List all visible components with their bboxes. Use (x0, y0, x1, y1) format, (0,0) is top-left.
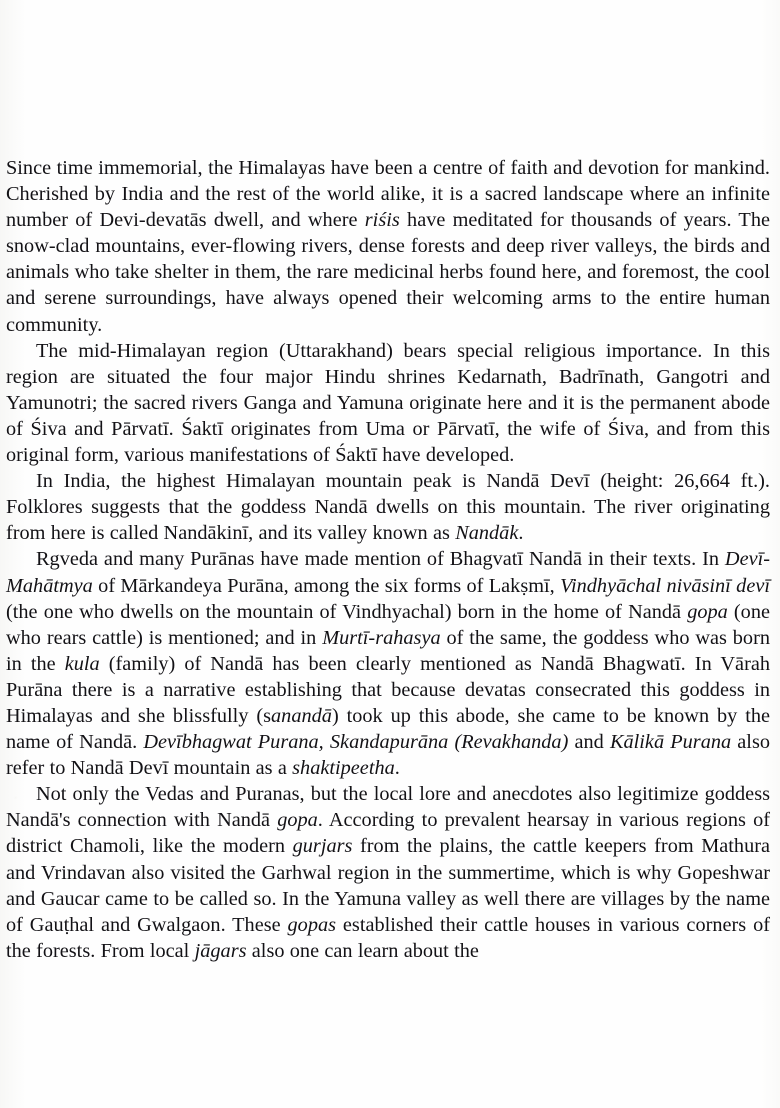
text-run: In India, the highest Himalayan mountain peak is Nandā Devī (height: 26,664 ft.). Folklores suggests that the goddess Nandā dwells on this mountain. The river originating from here is called Nandākinī, and its valley known as (6, 470, 770, 545)
text-run: (one who rears cattle) is mentioned; and in (6, 600, 770, 649)
paragraph (6, 781, 770, 964)
body-text-column (6, 155, 770, 964)
italic-term: Vindhyāchal nivāsinī devī (560, 574, 770, 597)
text-run: and (568, 731, 610, 754)
text-run: Since time immemorial, the Himalayas have been a centre of faith and devotion for mankind. Cherished by India and the rest of the world alike, it is a sacred landscape where an infinite number of Devi-devatās dwell, and where (6, 157, 770, 232)
text-run: of the same, the goddess who was born in the (6, 626, 771, 675)
text-run: Rgveda and many Purānas have made mention of Bhagvatī Nandā in their texts. In (36, 548, 725, 571)
text-run: (the one who dwells on the mountain of Vindhyachal) born in the home of Nandā (6, 600, 688, 623)
text-run: . (518, 522, 524, 545)
text-run: (family) of Nandā has been clearly mentioned as Nandā Bhagwatī. In Vārah Purāna there is a narrative establishing that because devatas consecrated this goddess in Himalayas and she blissfully (s (6, 652, 771, 727)
text-run: from the plains, the cattle keepers from Mathura and Vrindavan also visited the Garhwal region in the summertime, which is why Gopeshwar and Gaucar came to be called so. In the Yamuna valley as well there are villages by the name of Gauṭhal and Gwalgaon. These (6, 835, 770, 936)
italic-term: anandā (271, 704, 332, 727)
text-run: . (394, 757, 400, 780)
paragraph (6, 468, 770, 546)
italic-term: Devībhagwat Purana, Skandapurāna (Revakhanda) (143, 731, 569, 754)
italic-term: gopa (687, 600, 728, 623)
italic-term: kula (64, 652, 100, 675)
text-run: Not only the Vedas and Puranas, but the local lore and anecdotes also legitimize goddess Nandā's connection with Nandā (6, 783, 770, 832)
text-run: . According to prevalent hearsay in various regions of district Chamoli, like the modern (6, 809, 770, 858)
text-run: also refer to Nandā Devī mountain as a (6, 731, 771, 780)
text-run: The mid-Himalayan region (Uttarakhand) bears special religious importance. In this region are situated the four major Hindu shrines Kedarnath, Badrīnath, Gangotri and Yamunotri; the sacred rivers Ganga and Yamuna originate here and it is the permanent abode of Śiva and Pārvatī. Śaktī originates from Uma or Pārvatī, the wife of Śiva, and from this original form, various manifestations of Śaktī have developed. (6, 339, 770, 467)
text-run: have meditated for thousands of years. The snow-clad mountains, ever-flowing rivers, dense forests and deep river valleys, the birds and animals who take shelter in them, the rare medicinal herbs found here, and foremost, the cool and serene surroundings, have always opened their welcoming arms to the entire human community. (6, 209, 770, 336)
italic-term: Devī-Mahātmya (6, 548, 770, 597)
italic-term: Kālikā Purana (609, 731, 732, 754)
italic-term: gopa (277, 809, 318, 832)
italic-term: jāgars (194, 939, 247, 962)
text-run: established their cattle houses in various corners of the forests. From local (6, 913, 770, 962)
italic-term: Murtī-rahasya (322, 626, 441, 649)
italic-term: Nandāk (455, 522, 519, 545)
italic-term: gopas (287, 913, 337, 936)
italic-term: gurjars (292, 835, 353, 858)
paragraph (6, 155, 770, 338)
italic-term: riśis (364, 209, 400, 232)
text-run: also one can learn about the (246, 939, 479, 962)
paragraph (6, 546, 770, 781)
italic-term: shaktipeetha (292, 757, 395, 780)
text-run: of Mārkandeya Purāna, among the six forms of Lakṣmī, (92, 574, 561, 597)
text-run: ) took up this abode, she came to be known by the name of Nandā. (6, 704, 770, 754)
paragraph (6, 338, 770, 468)
